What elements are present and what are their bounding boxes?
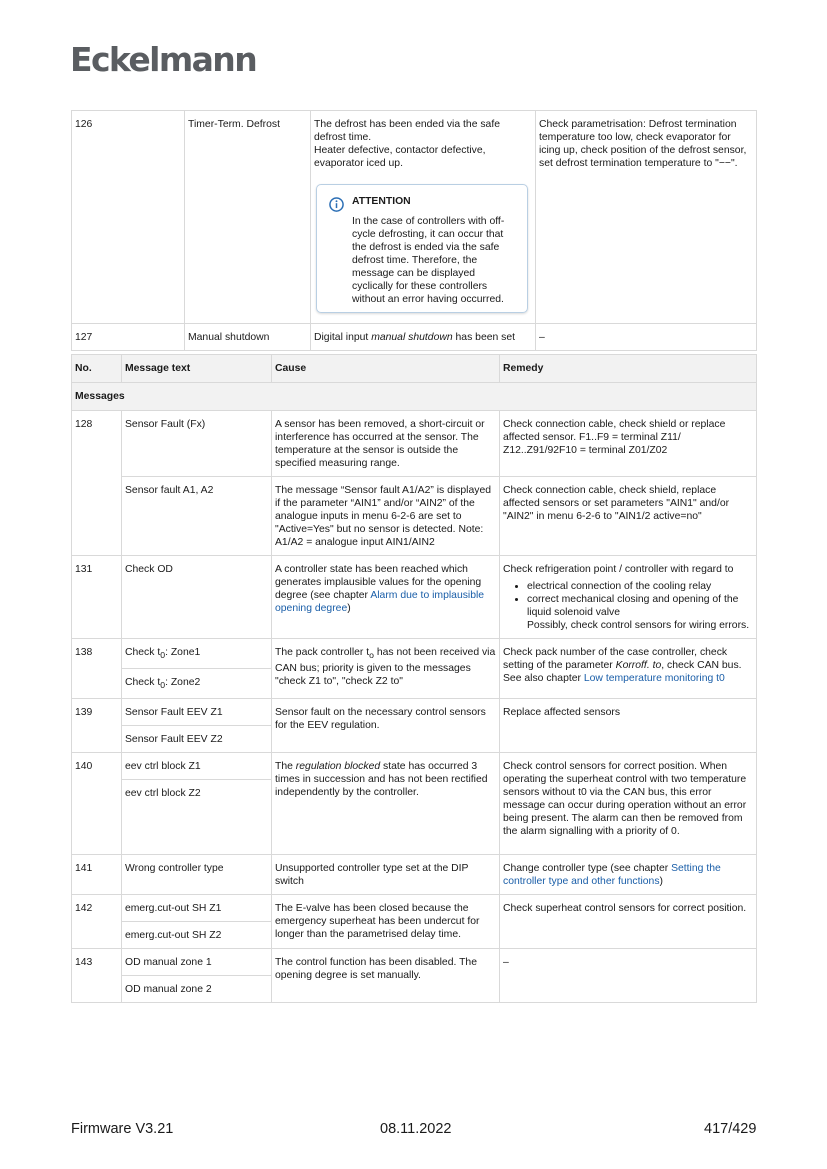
message-text: eev ctrl block Z2 [122, 780, 272, 855]
remedy-cell: – [500, 949, 757, 1003]
cause-cell [311, 111, 536, 324]
table-row [72, 477, 757, 556]
message-text: OD manual zone 1 [122, 949, 272, 976]
message-text: Sensor Fault (Fx) [122, 411, 272, 477]
subscript: 0 [160, 680, 166, 691]
footer-firmware: Firmware V3.21 [71, 1121, 174, 1137]
message-text: Manual shutdown [185, 324, 311, 351]
list-item-text: correct mechanical closing and opening of the liquid solenoid valve [527, 594, 739, 618]
cause-line: The defrost has been ended via the safe defrost time. [314, 119, 501, 143]
cause-text: has been set [452, 332, 516, 343]
table-header-row [72, 355, 757, 383]
table-row [72, 639, 757, 669]
cause-text: The [275, 761, 296, 773]
remedy-cell: Check parametrisation: Defrost termination temperature too low, check evaporator for icing up, check position of the defrost sensor, set defrost termination temperature to "−−". [536, 111, 757, 324]
table-row [72, 949, 757, 976]
header-message-text: Message text [122, 355, 272, 383]
cause-cell: Unsupported controller type set at the DIP switch [272, 855, 500, 895]
header-no: No. [72, 355, 122, 383]
message-text [122, 639, 272, 669]
table-row [72, 556, 757, 639]
remedy-list [503, 580, 753, 632]
table-row [72, 895, 757, 922]
remedy-extra: Possibly, check control sensors for wiring errors. [527, 620, 750, 631]
chapter-link[interactable]: Setting the controller type and other functions [503, 863, 721, 888]
cause-emphasis: manual shutdown [371, 332, 453, 343]
message-text: eev ctrl block Z1 [122, 753, 272, 780]
cause-cell [272, 753, 500, 855]
eckelmann-logo: Eckelmann [70, 40, 257, 79]
message-text: Wrong controller type [122, 855, 272, 895]
cause-text: A controller state has been reached which generates implausible values for the opening degree (see chapter [275, 564, 482, 601]
row-number: 138 [72, 639, 122, 699]
row-number: 140 [72, 753, 122, 855]
remedy-emphasis: Korroff. to [615, 660, 662, 671]
remedy-cell: Check connection cable, check shield, replace affected sensors or set parameters "AIN1" and/or "AIN2" in menu 6-2-6 to "AIN1/2 active=no" [500, 477, 757, 556]
remedy-text: Change controller type (see chapter [503, 863, 672, 875]
cause-line: Heater defective, contactor defective, evaporator iced up. [314, 145, 486, 169]
remedy-cell: Check superheat control sensors for correct position. [500, 895, 757, 949]
row-number: 131 [72, 556, 122, 639]
attention-text: In the case of controllers with off-cycle defrosting, it can occur that the defrost is ended via the safe defrost time. Therefore, the message can be displayed cyclically for these controllers without an error having occurred. [352, 216, 505, 305]
remedy-cell: Check control sensors for correct position. When operating the superheat control with two temperature sensors without t0 via the CAN bus, this error message can occur during operation without an error being present. The alarm can then be removed from the alarm signalling with a priority of 0. [500, 753, 757, 855]
table-row [72, 411, 757, 477]
section-row [72, 383, 757, 411]
cause-text: state has occurred 3 times in succession and has not been rectified independently by the controller. [275, 761, 488, 799]
cause-text: ) [347, 603, 351, 614]
header-cause: Cause [272, 355, 500, 383]
message-text: Sensor fault A1, A2 [122, 477, 272, 556]
message-text: emerg.cut-out SH Z1 [122, 895, 272, 922]
message-text: Sensor Fault EEV Z2 [122, 726, 272, 753]
footer-page-number: 417/429 [704, 1121, 757, 1137]
row-number: 139 [72, 699, 122, 753]
cause-cell [272, 556, 500, 639]
subscript: o [369, 650, 374, 661]
footer-date: 08.11.2022 [380, 1121, 452, 1137]
message-text-part: : Zone2 [165, 677, 201, 689]
message-text-part: Check t [125, 677, 161, 689]
remedy-text: ) [659, 876, 663, 888]
message-text [122, 669, 272, 699]
cause-cell [272, 639, 500, 699]
message-text: emerg.cut-out SH Z2 [122, 922, 272, 949]
subscript: 0 [160, 650, 166, 661]
message-text: Check OD [122, 556, 272, 639]
row-number: 143 [72, 949, 122, 1003]
chapter-link[interactable]: Low temperature monitoring t0 [583, 673, 725, 684]
row-number: 141 [72, 855, 122, 895]
table-row [72, 111, 757, 324]
continued-table [71, 110, 757, 351]
remedy-text: , check CAN bus. See also chapter [503, 660, 742, 684]
cause-text: has not been received via CAN bus; priority is given to the messages "check Z1 to", "check Z2 to" [275, 647, 496, 688]
remedy-cell [500, 556, 757, 639]
remedy-cell: – [536, 324, 757, 351]
chapter-link[interactable]: Alarm due to implausible opening degree [275, 590, 485, 614]
message-text-part: Check t [125, 647, 161, 658]
cause-cell: Sensor fault on the necessary control sensors for the EEV regulation. [272, 699, 500, 753]
cause-cell: The message “Sensor fault A1/A2” is displayed if the parameter “AIN1” and/or “AIN2” of the analogue inputs in menu 6-2-6 are set to "Active=Yes" but no sensor is detected. Note: A1/A2 = analogue input AIN1/AIN2 [272, 477, 500, 556]
list-item [527, 593, 753, 632]
attention-box [316, 184, 528, 313]
message-text-part: : Zone1 [165, 647, 201, 658]
table-row [72, 855, 757, 895]
remedy-text: Check refrigeration point / controller with regard to [503, 564, 734, 575]
remedy-cell [500, 855, 757, 895]
row-number: 127 [72, 324, 185, 351]
header-remedy: Remedy [500, 355, 757, 383]
table-row [72, 699, 757, 726]
cause-text: Digital input [314, 332, 372, 343]
attention-title: ATTENTION [352, 196, 411, 207]
table-row [72, 753, 757, 780]
remedy-cell: Replace affected sensors [500, 699, 757, 753]
table-row [72, 324, 757, 351]
message-text: Timer-Term. Defrost [185, 111, 311, 324]
remedy-cell [500, 639, 757, 699]
cause-emphasis: regulation blocked [295, 761, 381, 773]
cause-cell: The control function has been disabled. The opening degree is set manually. [272, 949, 500, 1003]
cause-cell: A sensor has been removed, a short-circuit or interference has occurred at the sensor. The temperature at the sensor is outside the specified measuring range. [272, 411, 500, 477]
cause-cell: The E-valve has been closed because the emergency superheat has been undercut for longer than the parametrised delay time. [272, 895, 500, 949]
cause-cell [311, 324, 536, 351]
remedy-cell: Check connection cable, check shield or replace affected sensor. F1..F9 = terminal Z11/ Z12..Z91/92F10 = terminal Z01/Z02 [500, 411, 757, 477]
cause-text: The pack controller t [275, 647, 370, 658]
messages-table [71, 354, 757, 1003]
section-title: Messages [72, 383, 757, 411]
message-text: Sensor Fault EEV Z1 [122, 699, 272, 726]
row-number: 126 [72, 111, 185, 324]
row-number: 142 [72, 895, 122, 949]
list-item: • electrical connection of the cooling relay [527, 580, 753, 593]
remedy-text: Check pack number of the case controller, check setting of the parameter [503, 647, 728, 671]
info-circle-icon [329, 197, 344, 212]
message-text: OD manual zone 2 [122, 976, 272, 1003]
row-number: 128 [72, 411, 122, 556]
